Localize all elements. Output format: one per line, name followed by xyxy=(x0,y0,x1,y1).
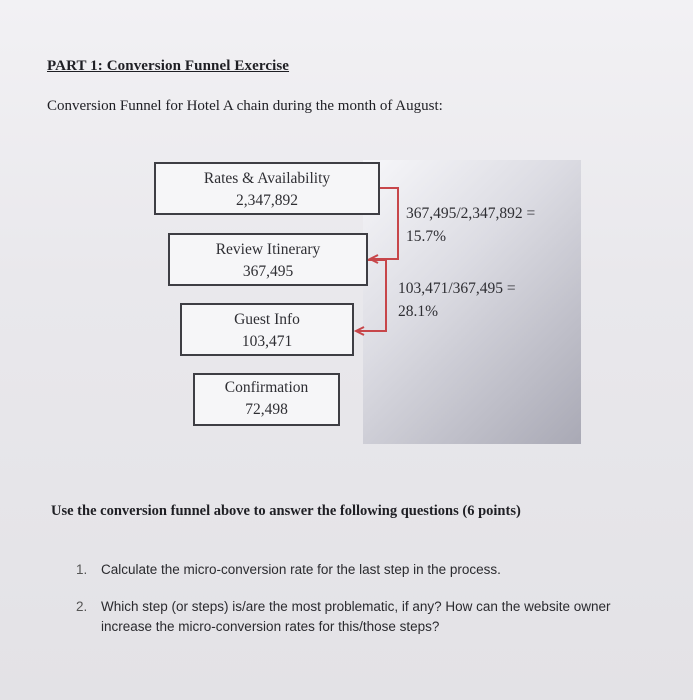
question-text: Which step (or steps) is/are the most problematic, if any? How can the website owner increase the micro-conversion rates for this/those steps? xyxy=(101,599,611,634)
question-number: 2. xyxy=(76,599,88,614)
question-item xyxy=(76,597,656,637)
conversion-calculation-2 xyxy=(398,277,516,323)
funnel-step-label: Rates & Availability xyxy=(203,170,331,187)
question-text: Calculate the micro-conversion rate for the last step in the process. xyxy=(101,562,501,577)
funnel-step-rates-availability xyxy=(154,162,380,215)
question-number: 1. xyxy=(76,562,88,577)
funnel-step-confirmation xyxy=(193,373,340,426)
calculation-formula: 367,495/2,347,892 = xyxy=(406,205,536,222)
questions-intro: Use the conversion funnel above to answer the following questions (6 points) xyxy=(51,503,521,519)
page-subtitle: Conversion Funnel for Hotel A chain during the month of August: xyxy=(47,98,443,114)
calculation-formula: 103,471/367,495 = xyxy=(398,280,516,297)
calculation-result: 15.7% xyxy=(406,228,447,245)
conversion-calculation-1 xyxy=(406,202,535,248)
funnel-step-guest-info xyxy=(180,303,354,356)
funnel-step-review-itinerary xyxy=(168,233,368,286)
funnel-step-label: Confirmation xyxy=(224,379,309,396)
funnel-step-value: 367,495 xyxy=(242,263,294,280)
question-item xyxy=(76,560,646,580)
funnel-step-label: Review Itinerary xyxy=(215,241,321,258)
funnel-step-value: 2,347,892 xyxy=(236,192,298,209)
funnel-step-value: 103,471 xyxy=(241,333,293,350)
page-title: PART 1: Conversion Funnel Exercise xyxy=(47,58,290,74)
funnel-step-label: Guest Info xyxy=(234,311,300,328)
calculation-result: 28.1% xyxy=(398,303,439,320)
funnel-step-value: 72,498 xyxy=(245,401,288,418)
